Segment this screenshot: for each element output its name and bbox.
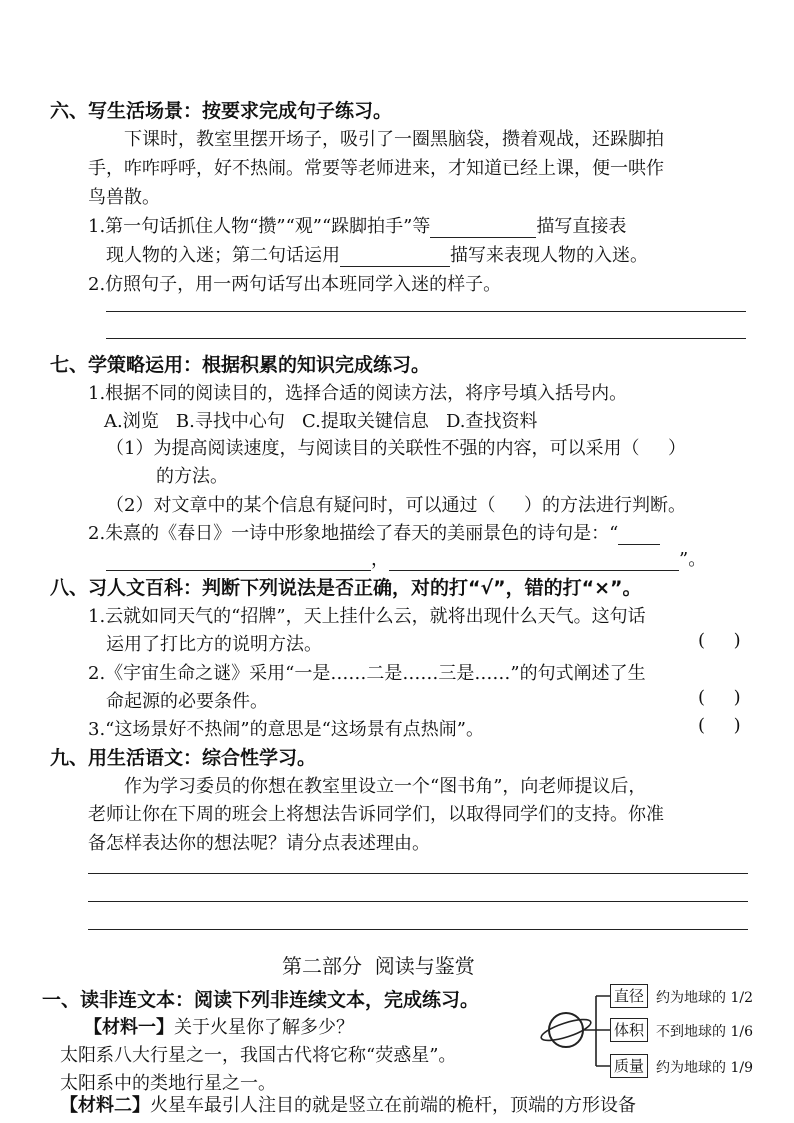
poem-answer-blank-start[interactable] (618, 526, 660, 545)
section-6-q1-line2 (106, 241, 648, 267)
q1-answer-blank-1[interactable] (430, 219, 536, 238)
volume-label: 体积 (610, 1018, 648, 1042)
q1-answer-blank-2[interactable] (340, 248, 450, 267)
q1-text-b: 描写直接表 (536, 216, 627, 237)
writing-line[interactable] (88, 929, 748, 930)
section-6-para-line3: 鸟兽散。 (88, 187, 160, 208)
q1-text-c: 现人物的入迷；第二句话运用 (106, 245, 340, 266)
material-1-title: 关于火星你了解多少？ (174, 1017, 354, 1038)
poem-answer-blank-1[interactable] (106, 552, 371, 571)
volume-note: 不到地球的 1/6 (656, 1024, 753, 1040)
mass-label: 质量 (610, 1054, 648, 1078)
section-8-q2-line2: 命起源的必要条件。 (106, 691, 268, 712)
section-8-q1-line2: 运用了打比方的说明方法。 (106, 634, 322, 655)
section-7-q2-line2 (106, 545, 706, 571)
section-7-sub1-line1: （1）为提高阅读速度，与阅读目的关联性不强的内容，可以采用（ ） (106, 438, 687, 459)
section-9-para-line1: 作为学习委员的你想在教室里设立一个“图书角”，向老师提议后， (124, 776, 647, 797)
section-7-sub2: （2）对文章中的某个信息有疑问时，可以通过（ ）的方法进行判断。 (106, 495, 687, 516)
section-7-q1: 1.根据不同的阅读目的，选择合适的阅读方法，将序号填入括号内。 (88, 383, 628, 404)
section-7-options: A.浏览 B.寻找中心句 C.提取关键信息 D.查找资料 (104, 411, 538, 432)
section-6-q2: 2.仿照句子，用一两句话写出本班同学入迷的样子。 (88, 274, 502, 295)
mass-note: 约为地球的 1/9 (656, 1060, 753, 1076)
section-9-para-line2: 老师让你在下周的班会上将想法告诉同学们，以取得同学们的支持。你准 (88, 804, 664, 825)
material-1-label: 【材料一】 (84, 1017, 174, 1038)
q1-text-a: 1.第一句话抓住人物“攒”“观”“跺脚拍手”等 (88, 216, 431, 237)
q2-text-a: 2.朱熹的《春日》一诗中形象地描绘了春天的美丽景色的诗句是：“ (88, 523, 619, 544)
poem-answer-blank-2[interactable] (389, 552, 679, 571)
diameter-label: 直径 (610, 984, 648, 1008)
material-1-line2: 太阳系八大行星之一，我国古代将它称“荧惑星”。 (60, 1045, 457, 1066)
mars-diagram (540, 978, 780, 1082)
section-8-q3: 3.“这场景好不热闹”的意思是“这场景有点热闹”。 (88, 719, 484, 740)
writing-line[interactable] (106, 338, 746, 339)
section-7-sub1-line2: 的方法。 (156, 466, 228, 487)
section-8-q1-line1: 1.云就如同天气的“招牌”，天上挂什么云，就将出现什么天气。这句话 (88, 606, 646, 627)
section-9-title: 九、用生活语文：综合性学习。 (50, 747, 317, 769)
q1-text-d: 描写来表现人物的入迷。 (450, 245, 648, 266)
poem-comma: ， (371, 549, 389, 570)
material-1-line1 (84, 1013, 354, 1039)
section-9-para-line3: 备怎样表达你的想法呢？请分点表述理由。 (88, 833, 430, 854)
section-6-title: 六、写生活场景：按要求完成句子练习。 (50, 100, 393, 122)
writing-line[interactable] (88, 901, 748, 902)
part-2-title: 第二部分 阅读与鉴赏 (282, 954, 475, 978)
section-7-q2-line1 (88, 519, 660, 545)
section-6-para-line1: 下课时，教室里摆开场子，吸引了一圈黑脑袋，攒着观战，还跺脚拍 (124, 129, 664, 150)
writing-line[interactable] (88, 873, 748, 874)
material-2-label: 【材料二】 (60, 1095, 150, 1116)
section-8-title: 八、习人文百科：判断下列说法是否正确，对的打“√”，错的打“×”。 (50, 577, 642, 599)
section-6-para-line2: 手，咋咋呼呼，好不热闹。常要等老师进来，才知道已经上课，便一哄作 (88, 158, 664, 179)
material-1-line3: 太阳系中的类地行星之一。 (60, 1073, 276, 1094)
section-8-q2-line1: 2.《宇宙生命之谜》采用“一是……二是……三是……”的句式阐述了生 (88, 663, 646, 684)
judge-paren-1[interactable]: ( ) (698, 630, 741, 651)
section-6-q1-line1 (88, 212, 626, 238)
poem-end-quote: ”。 (679, 549, 707, 570)
section-7-title: 七、学策略运用：根据积累的知识完成练习。 (50, 354, 431, 376)
writing-line[interactable] (106, 311, 746, 312)
part-2-section-1-title: 一、读非连文本：阅读下列非连续文本，完成练习。 (42, 989, 480, 1011)
material-2-line1 (60, 1091, 636, 1117)
judge-paren-3[interactable]: ( ) (698, 715, 741, 736)
material-2-text: 火星车最引人注目的就是竖立在前端的桅杆，顶端的方形设备 (150, 1095, 636, 1116)
judge-paren-2[interactable]: ( ) (698, 687, 741, 708)
diameter-note: 约为地球的 1/2 (656, 990, 753, 1006)
